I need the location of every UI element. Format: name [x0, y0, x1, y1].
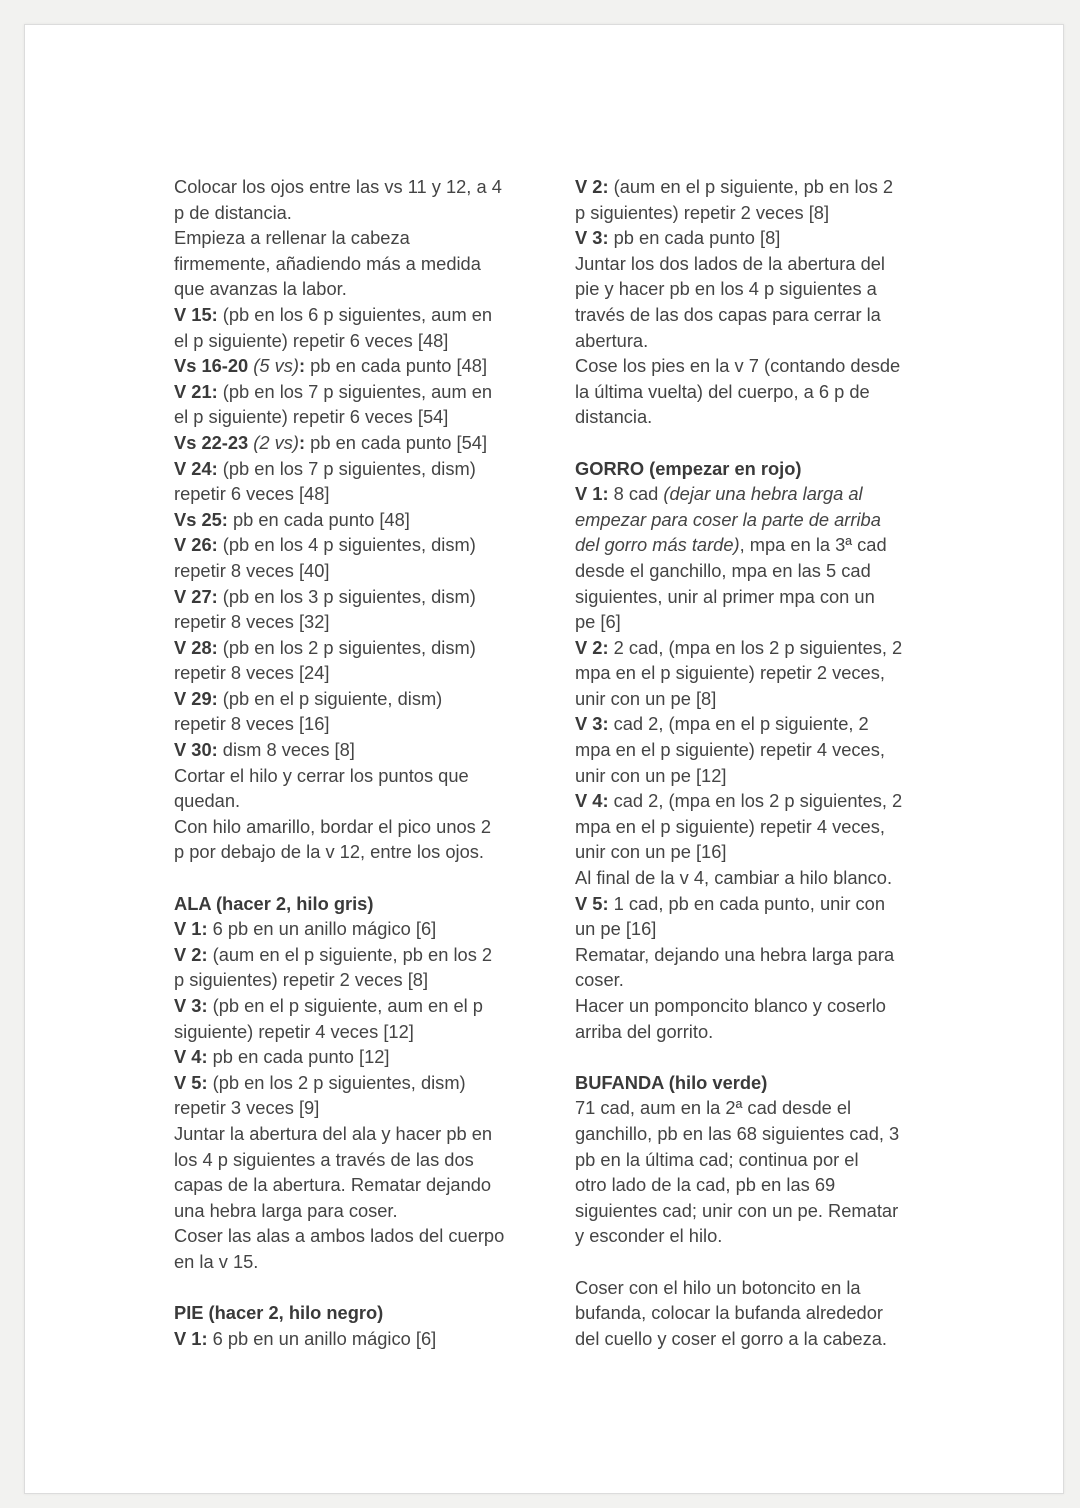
text-line [174, 174, 519, 200]
section-heading: ALA (hacer 2, hilo gris) [174, 892, 374, 914]
text-line [174, 379, 519, 405]
text-line [575, 763, 920, 789]
text-line [174, 839, 519, 865]
line-text: dism 8 veces [8] [217, 739, 355, 761]
line-text: Coser las alas a ambos lados del cuerpo [174, 1225, 505, 1247]
text-line [575, 967, 920, 993]
line-text: repetir 6 veces [48] [174, 483, 330, 505]
text-line [575, 609, 920, 635]
text-line [575, 1172, 920, 1198]
line-text: 8 cad [608, 483, 664, 505]
right-text-column [575, 174, 920, 1351]
line-text: los 4 p siguientes a través de las dos [174, 1148, 474, 1170]
text-line [575, 174, 920, 200]
italic-note: (dejar una hebra larga al [663, 483, 863, 505]
line-text: repetir 8 veces [16] [174, 713, 330, 735]
text-line [575, 1147, 920, 1173]
line-text: cad 2, (mpa en los 2 p siguientes, 2 [608, 790, 903, 812]
round-label: V 21: [174, 380, 218, 402]
text-line [174, 993, 519, 1019]
round-label: Vs 16-20 [174, 355, 249, 377]
line-text: coser. [575, 969, 624, 991]
text-line [174, 814, 519, 840]
text-line [575, 507, 920, 533]
line-text: otro lado de la cad, pb en las 69 [575, 1174, 836, 1196]
round-label-colon: : [299, 431, 306, 453]
text-line [575, 276, 920, 302]
text-line [174, 916, 519, 942]
line-text: Rematar, dejando una hebra larga para [575, 943, 895, 965]
line-text: del cuello y coser el gorro a la cabeza. [575, 1327, 887, 1349]
round-label: V 5: [575, 892, 609, 914]
line-text: Cose los pies en la v 7 (contando desde [575, 355, 901, 377]
text-line [174, 1249, 519, 1275]
line-text: capas de la abertura. Rematar dejando [174, 1174, 492, 1196]
text-line [575, 635, 920, 661]
line-text: p de distancia. [174, 201, 292, 223]
round-label: V 1: [174, 1327, 208, 1349]
text-line [174, 481, 519, 507]
text-line [575, 481, 920, 507]
round-label: Vs 25: [174, 508, 228, 530]
italic-note: del gorro más tarde) [575, 534, 740, 556]
text-line [575, 942, 920, 968]
text-line [575, 251, 920, 277]
line-text: repetir 8 veces [24] [174, 662, 330, 684]
line-text: pie y hacer pb en los 4 p siguientes a [575, 278, 877, 300]
text-line [174, 967, 519, 993]
line-text: unir con un pe [16] [575, 841, 727, 863]
text-line [575, 200, 920, 226]
text-line [174, 1095, 519, 1121]
line-text: (pb en los 2 p siguientes, dism) [217, 636, 476, 658]
line-text: quedan. [174, 790, 241, 812]
text-line [174, 763, 519, 789]
text-line [174, 404, 519, 430]
line-text: repetir 8 veces [40] [174, 559, 330, 581]
line-text: un pe [16] [575, 918, 657, 940]
text-line [575, 532, 920, 558]
text-line [575, 891, 920, 917]
text-line [174, 1223, 519, 1249]
text-line [174, 942, 519, 968]
text-line [575, 737, 920, 763]
text-line [575, 1275, 920, 1301]
line-text: (pb en los 2 p siguientes, dism) [207, 1071, 466, 1093]
line-text: pb en cada punto [12] [207, 1046, 390, 1068]
text-line [575, 328, 920, 354]
line-text: p por debajo de la v 12, entre los ojos. [174, 841, 484, 863]
line-text: (pb en los 6 p siguientes, aum en [217, 303, 493, 325]
text-line [174, 686, 519, 712]
line-text: en la v 15. [174, 1250, 259, 1272]
text-line [575, 379, 920, 405]
left-text-column [174, 174, 519, 1351]
line-text: Juntar los dos lados de la abertura del [575, 252, 885, 274]
line-text: unir con un pe [12] [575, 764, 727, 786]
round-label: V 2: [575, 636, 609, 658]
text-line [575, 584, 920, 610]
line-text: 71 cad, aum en la 2ª cad desde el [575, 1097, 852, 1119]
line-text: distancia. [575, 406, 653, 428]
paragraph-gap [174, 865, 519, 891]
section-heading: PIE (hacer 2, hilo negro) [174, 1302, 384, 1324]
round-label: V 5: [174, 1071, 208, 1093]
text-line [174, 251, 519, 277]
round-label: V 3: [575, 713, 609, 735]
round-label: V 3: [575, 227, 609, 249]
text-line [174, 1019, 519, 1045]
text-line [174, 302, 519, 328]
text-line [174, 532, 519, 558]
text-line [174, 635, 519, 661]
text-line [174, 1044, 519, 1070]
line-text: p siguientes) repetir 2 veces [8] [174, 969, 429, 991]
text-line [575, 1121, 920, 1147]
text-line [575, 711, 920, 737]
text-line [174, 200, 519, 226]
line-text: Hacer un pomponcito blanco y coserlo [575, 995, 886, 1016]
line-text: (aum en el p siguiente, pb en los 2 [608, 176, 894, 197]
round-label: V 27: [174, 585, 218, 607]
text-line [174, 430, 519, 456]
line-text: pb en la última cad; continua por el [575, 1148, 859, 1170]
text-line [575, 1223, 920, 1249]
text-line [174, 1198, 519, 1224]
round-label-colon: : [299, 355, 306, 377]
text-line [575, 788, 920, 814]
line-text: siguientes, unir al primer mpa con un [575, 585, 875, 607]
line-text: 6 pb en un anillo mágico [6] [207, 918, 437, 940]
line-text: Cortar el hilo y cerrar los puntos que [174, 764, 469, 786]
line-text: través de las dos capas para cerrar la [575, 303, 881, 325]
round-label: V 24: [174, 457, 218, 479]
text-line [174, 456, 519, 482]
line-text: Colocar los ojos entre las vs 11 y 12, a 4 [174, 176, 502, 197]
line-text: pb en cada punto [48] [305, 355, 488, 377]
text-line [575, 686, 920, 712]
paragraph-gap [575, 1044, 920, 1070]
line-text: 1 cad, pb en cada punto, unir con [608, 892, 885, 914]
round-label: V 26: [174, 534, 218, 556]
line-text: la última vuelta) del cuerpo, a 6 p de [575, 380, 870, 402]
paragraph-gap [575, 1249, 920, 1275]
line-text: mpa en el p siguiente) repetir 2 veces, [575, 662, 885, 684]
text-line [174, 711, 519, 737]
text-line [575, 993, 920, 1019]
section-heading: GORRO (empezar en rojo) [575, 457, 802, 479]
text-line [575, 1300, 920, 1326]
text-line [575, 660, 920, 686]
text-line [575, 404, 920, 430]
text-line [174, 225, 519, 251]
round-label: V 30: [174, 739, 218, 761]
text-line [575, 814, 920, 840]
text-line [174, 276, 519, 302]
text-line [575, 353, 920, 379]
text-line [575, 1198, 920, 1224]
round-label: V 1: [575, 483, 609, 505]
text-line [174, 1172, 519, 1198]
line-text: bufanda, colocar la bufanda alrededor [575, 1302, 883, 1324]
text-line [174, 353, 519, 379]
line-text: el p siguiente) repetir 6 veces [54] [174, 406, 449, 428]
text-line [174, 507, 519, 533]
line-text: Empieza a rellenar la cabeza [174, 227, 410, 249]
line-text: repetir 8 veces [32] [174, 611, 330, 633]
round-label: V 2: [575, 176, 609, 197]
round-label: V 1: [174, 918, 208, 940]
line-text: pb en cada punto [8] [608, 227, 781, 249]
line-text: mpa en el p siguiente) repetir 4 veces, [575, 815, 885, 837]
line-text: una hebra larga para coser. [174, 1199, 398, 1221]
round-label: V 29: [174, 687, 218, 709]
text-line [575, 1326, 920, 1352]
line-text: y esconder el hilo. [575, 1225, 723, 1247]
text-line [174, 1121, 519, 1147]
text-line [174, 584, 519, 610]
line-text: pe [6] [575, 611, 621, 633]
text-line [575, 839, 920, 865]
line-text: p siguientes) repetir 2 veces [8] [575, 201, 830, 223]
round-label: V 4: [174, 1046, 208, 1068]
line-text: abertura. [575, 329, 649, 351]
line-text: Coser con el hilo un botoncito en la [575, 1276, 861, 1298]
text-line [575, 916, 920, 942]
line-text: (pb en los 4 p siguientes, dism) [217, 534, 476, 556]
round-label: V 3: [174, 995, 208, 1016]
line-text: el p siguiente) repetir 6 veces [48] [174, 329, 449, 351]
text-line [575, 1095, 920, 1121]
round-label: V 28: [174, 636, 218, 658]
line-text: repetir 3 veces [9] [174, 1097, 320, 1119]
italic-note: empezar para coser la parte de arriba [575, 508, 881, 530]
line-text: Con hilo amarillo, bordar el pico unos 2 [174, 815, 492, 837]
text-line [575, 302, 920, 328]
round-label: Vs 22-23 [174, 431, 249, 453]
line-text: unir con un pe [8] [575, 687, 717, 709]
text-line [575, 1019, 920, 1045]
text-line [174, 1326, 519, 1352]
line-text: firmemente, añadiendo más a medida [174, 252, 481, 274]
line-text: Juntar la abertura del ala y hacer pb en [174, 1122, 493, 1144]
paragraph-gap [174, 1275, 519, 1301]
text-line [174, 788, 519, 814]
line-text: 2 cad, (mpa en los 2 p siguientes, 2 [608, 636, 903, 658]
round-label: V 4: [575, 790, 609, 812]
italic-note: (5 vs) [248, 355, 299, 377]
text-line [174, 1070, 519, 1096]
text-line [174, 609, 519, 635]
line-text: (aum en el p siguiente, pb en los 2 [207, 943, 493, 965]
text-line [174, 328, 519, 354]
text-line [174, 660, 519, 686]
line-text: mpa en el p siguiente) repetir 4 veces, [575, 739, 885, 761]
line-text: pb en cada punto [54] [305, 431, 488, 453]
text-line [174, 1147, 519, 1173]
line-text: (pb en el p siguiente, dism) [217, 687, 443, 709]
section-heading: BUFANDA (hilo verde) [575, 1071, 768, 1093]
text-line [575, 865, 920, 891]
line-text: pb en cada punto [48] [227, 508, 410, 530]
line-text: arriba del gorrito. [575, 1020, 714, 1042]
line-text: Al final de la v 4, cambiar a hilo blanco. [575, 867, 893, 889]
text-line [174, 558, 519, 584]
text-line [575, 558, 920, 584]
line-text: (pb en los 7 p siguientes, dism) [217, 457, 476, 479]
line-text: siguientes cad; unir con un pe. Rematar [575, 1199, 899, 1221]
italic-note: (2 vs) [248, 431, 299, 453]
line-text: siguiente) repetir 4 veces [12] [174, 1020, 414, 1042]
line-text: (pb en los 3 p siguientes, dism) [217, 585, 476, 607]
round-label: V 2: [174, 943, 208, 965]
line-text: que avanzas la labor. [174, 278, 347, 300]
line-text: (pb en el p siguiente, aum en el p [207, 995, 483, 1016]
line-text: cad 2, (mpa en el p siguiente, 2 [608, 713, 869, 735]
paragraph-gap [575, 430, 920, 456]
line-text: ganchillo, pb en las 68 siguientes cad, 3 [575, 1122, 900, 1144]
line-text: 6 pb en un anillo mágico [6] [207, 1327, 437, 1349]
round-label: V 15: [174, 303, 218, 325]
line-text: desde el ganchillo, mpa en las 5 cad [575, 559, 871, 581]
line-text: , mpa en la 3ª cad [739, 534, 887, 556]
line-text: (pb en los 7 p siguientes, aum en [217, 380, 493, 402]
text-line [575, 225, 920, 251]
document-page [24, 24, 1064, 1494]
text-line [174, 737, 519, 763]
